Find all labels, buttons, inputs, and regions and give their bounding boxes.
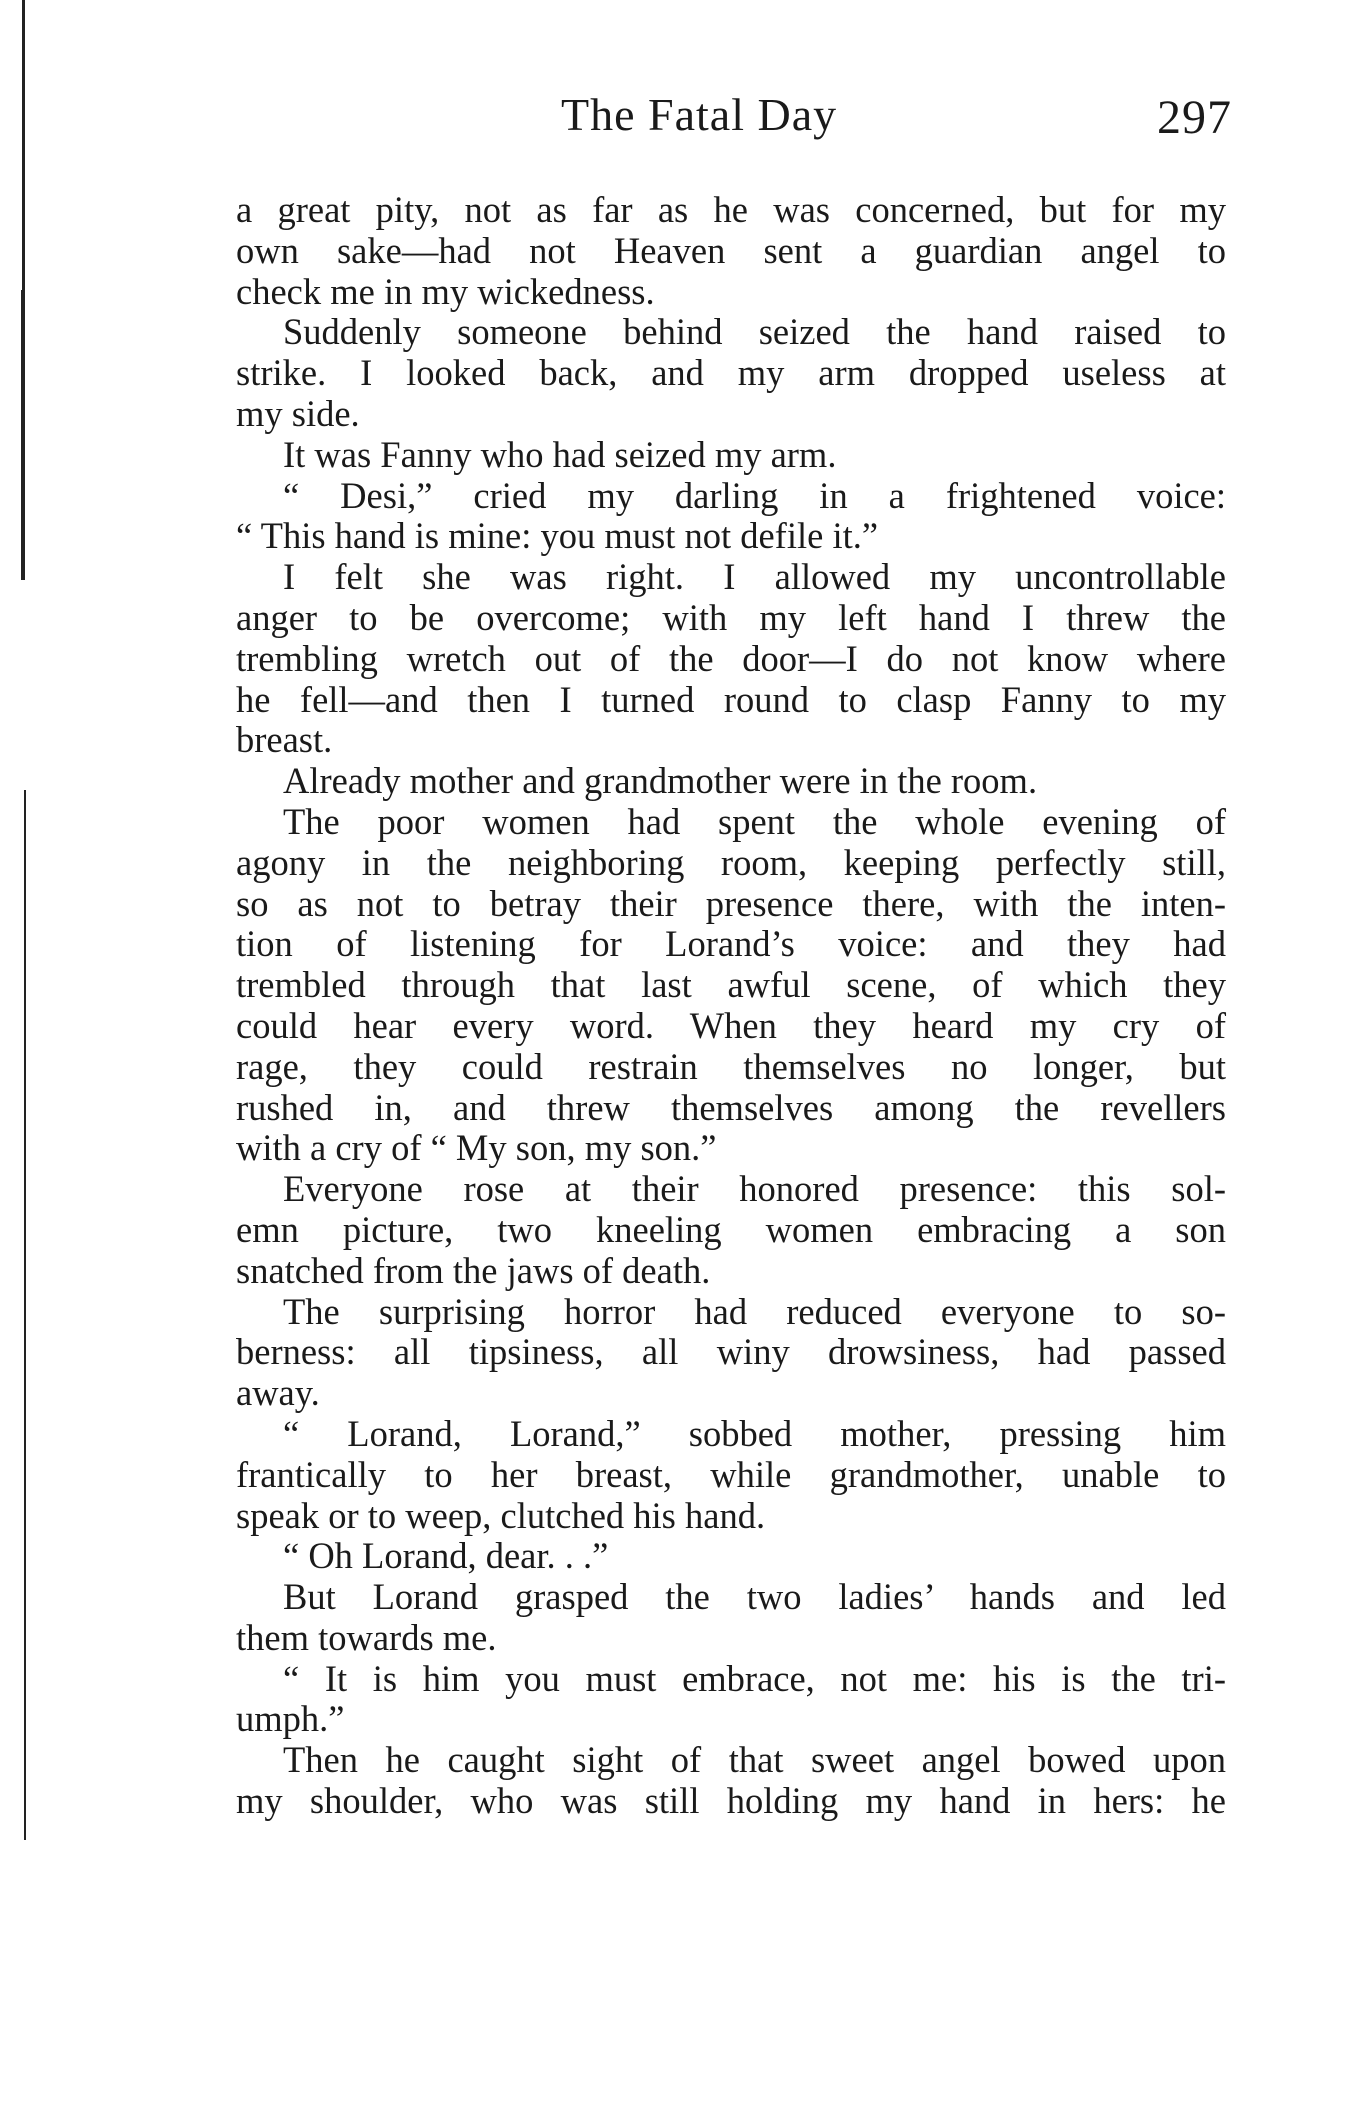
text-line: check me in my wickedness. (236, 270, 655, 312)
text-line: Everyone rose at their honored presence: this sol- (283, 1168, 1226, 1210)
text-line: “ This hand is mine: you must not defile it.” (236, 515, 879, 557)
text-line: “ Desi,” cried my darling in a frightened voice: (283, 474, 1226, 516)
text-line: speak or to weep, clutched his hand. (236, 1494, 766, 1536)
text-line: trembled through that last awful scene, of which they (236, 964, 1226, 1006)
text-line: away. (236, 1372, 320, 1414)
text-line: umph.” (236, 1698, 345, 1740)
text-line: breast. (236, 719, 333, 761)
text-line: strike. I looked back, and my arm dropped useless at (236, 352, 1226, 394)
text-line: could hear every word. When they heard my cry of (236, 1004, 1226, 1046)
text-line: he fell—and then I turned round to clasp Fanny to my (236, 678, 1226, 720)
text-line: trembling wretch out of the door—I do not know where (236, 637, 1226, 679)
text-line: snatched from the jaws of death. (236, 1249, 711, 1291)
text-line: my side. (236, 392, 360, 434)
text-line: them towards me. (236, 1616, 497, 1658)
text-line: rushed in, and threw themselves among the revellers (236, 1086, 1226, 1128)
text-line: with a cry of “ My son, my son.” (236, 1127, 717, 1169)
text-line: a great pity, not as far as he was concerned, but for my (236, 189, 1226, 230)
text-line: I felt she was right. I allowed my uncontrollable (283, 556, 1226, 598)
text-line: The surprising horror had reduced everyone to so- (283, 1290, 1226, 1332)
text-line: my shoulder, who was still holding my hand in hers: he (236, 1780, 1226, 1822)
text-line: The poor women had spent the whole evening of (283, 800, 1226, 842)
text-line: Suddenly someone behind seized the hand raised to (283, 311, 1226, 353)
scan-margin-shadow (21, 290, 25, 580)
page-number: 297 (1157, 91, 1232, 144)
text-line: own sake—had not Heaven sent a guardian angel to (236, 229, 1226, 271)
body-text (236, 190, 1226, 1822)
text-line: agony in the neighboring room, keeping perfectly still, (236, 841, 1226, 883)
scan-margin-shadow (24, 790, 26, 1840)
text-line: so as not to betray their presence there, with the inten- (236, 882, 1226, 924)
text-line: “ Oh Lorand, dear. . .” (283, 1535, 609, 1577)
text-line: emn picture, two kneeling women embracing a son (236, 1208, 1226, 1250)
text-line: “ It is him you must embrace, not me: his is the tri- (283, 1657, 1226, 1699)
text-line: tion of listening for Lorand’s voice: and they had (236, 923, 1226, 965)
text-line: anger to be overcome; with my left hand I threw the (236, 596, 1226, 638)
text-line: Already mother and grandmother were in the room. (283, 760, 1038, 802)
text-line: It was Fanny who had seized my arm. (283, 433, 837, 475)
text-line: But Lorand grasped the two ladies’ hands and led (283, 1576, 1226, 1618)
text-line: frantically to her breast, while grandmother, unable to (236, 1453, 1226, 1495)
page-header (236, 88, 1232, 148)
running-title: The Fatal Day (561, 89, 838, 140)
text-line: berness: all tipsiness, all winy drowsiness, had passed (236, 1331, 1226, 1373)
scan-margin-shadow (22, 0, 25, 290)
text-line: rage, they could restrain themselves no longer, but (236, 1045, 1226, 1087)
text-line: “ Lorand, Lorand,” sobbed mother, pressing him (283, 1412, 1226, 1454)
text-line: Then he caught sight of that sweet angel bowed upon (283, 1739, 1226, 1781)
